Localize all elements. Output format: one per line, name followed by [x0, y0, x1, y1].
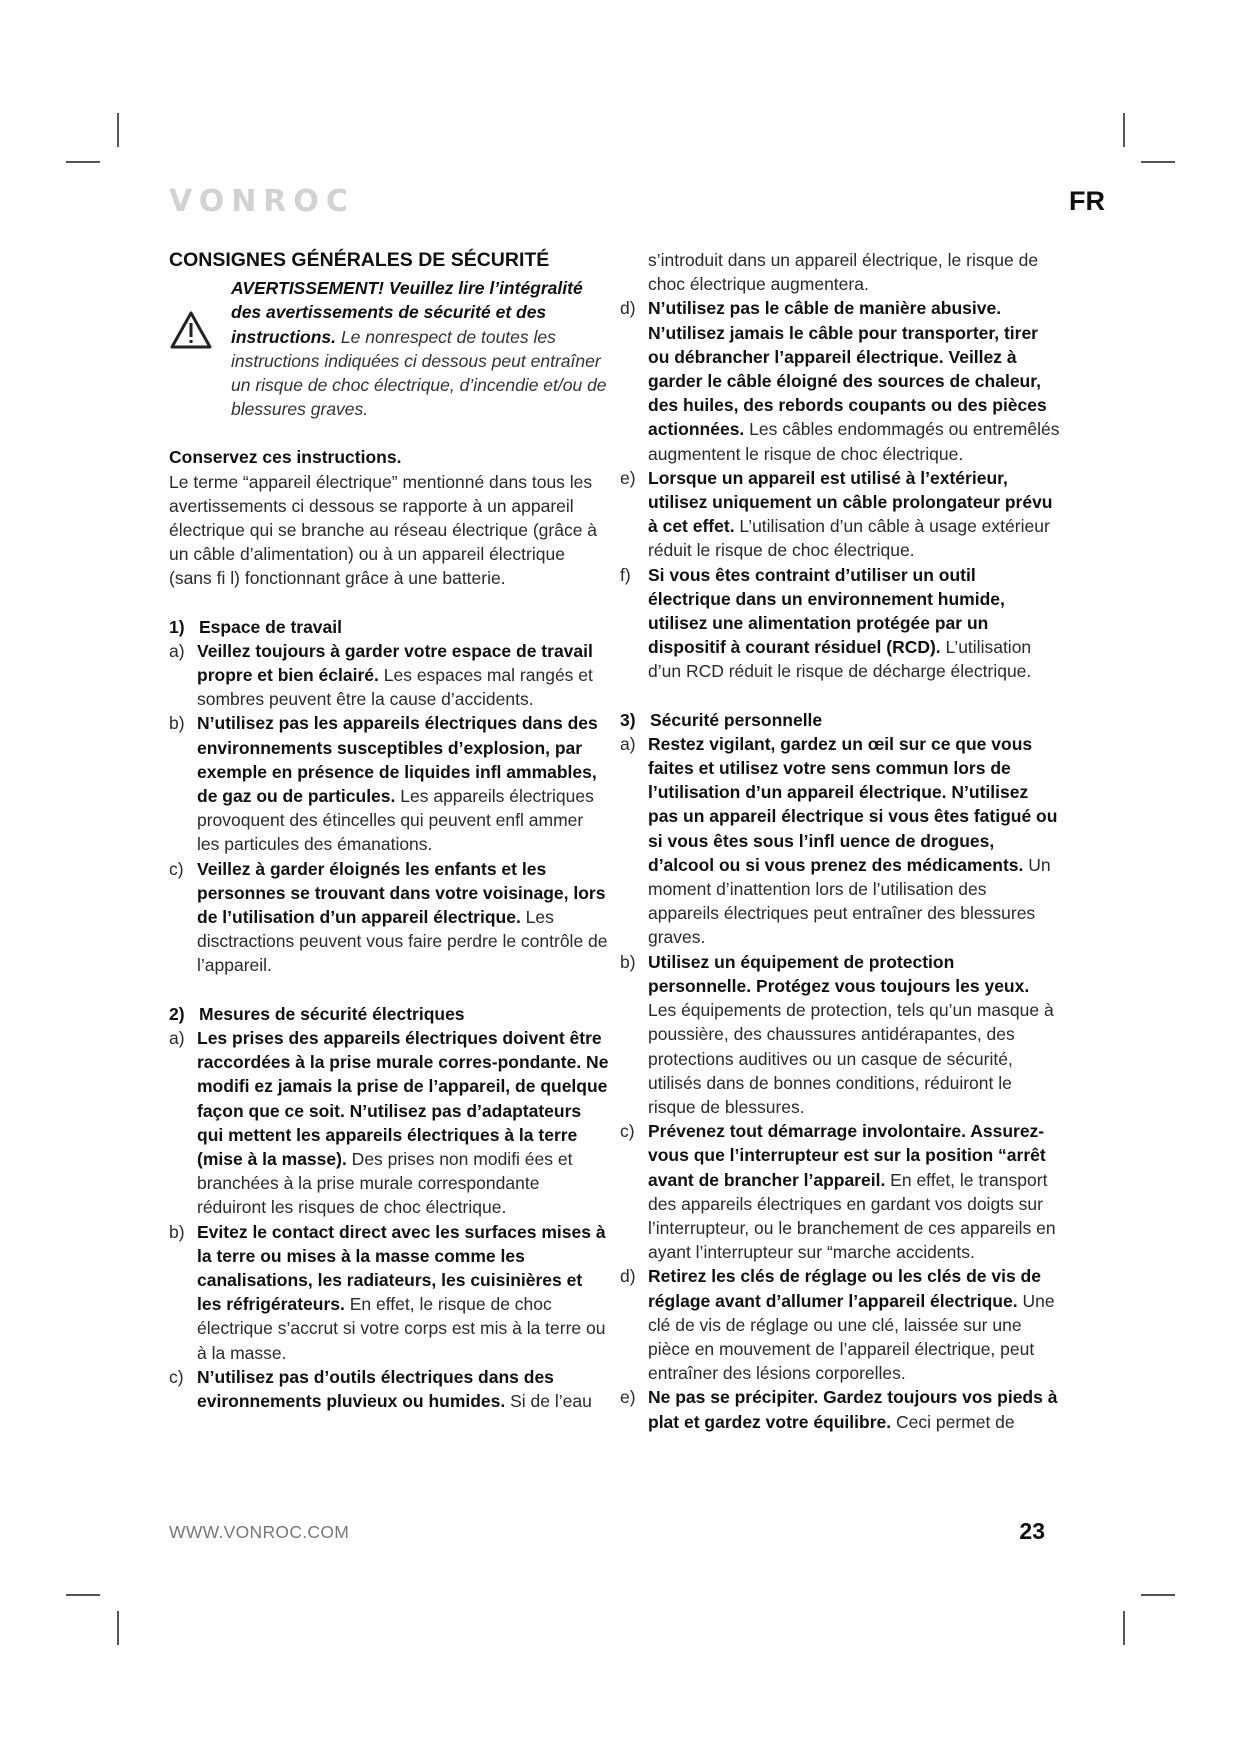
section-title: CONSIGNES GÉNÉRALES DE SÉCURITÉ [169, 249, 550, 271]
warning-bold: AVERTISSEMENT! Veuillez lire l’intégralité des avertissements de sécurité et des instructions. [231, 278, 583, 347]
page-number: 23 [1019, 1518, 1045, 1544]
keep-instructions-title: Conservez ces instructions. [169, 447, 402, 468]
list-item: c) Prévenez tout démarrage involontaire. Assurez-vous que l’interrupteur est sur la position “arrêt avant de brancher l’appareil. En effet, le transport des appareils électriques en gardant vos doigts sur l’interrupteur, ou le branchement de ces appareils en ayant l’interrupteur sur “marche accidents. [620, 1121, 1056, 1263]
crop-mark-bl-v [117, 1611, 119, 1645]
list-item: b) N’utilisez pas les appareils électriques dans des environnements susceptibles d’explosion, par exemple en présence de liquides infl ammables, de gaz ou de particules. Les appareils électriques provoquent des étincelles qui peuvent enfl ammer les particules des émanations. [169, 713, 598, 855]
list-item: a) Les prises des appareils électriques doivent être raccordées à la prise murale corres-pondante. Ne modifi ez jamais la prise de l’appareil, de quelque façon que ce soit. N’utilisez pas d’adaptateurs qui mettent les appareils électriques à la terre (mise à la masse). Des prises non modifi ées et branchées à la prise murale correspondante réduiront les risques de choc électrique. [169, 1027, 609, 1218]
list-item: b) Evitez le contact direct avec les surfaces mises à la terre ou mises à la masse comme les canalisations, les radiateurs, les cuisinières et les réfrigérateurs. En effet, le risque de choc électrique s’accrut si votre corps est mis à la terre ou à la masse. [169, 1221, 606, 1363]
list-item: d) N’utilisez pas le câble de manière abusive. N’utilisez jamais le câble pour transporter, tirer ou débrancher l’appareil électrique. Veillez à garder le câble éloigné des sources de chaleur, des huiles, des rebords coupants ou des pièces actionnées. Les câbles endommagés ou entremêlés augmentent le risque de choc électrique. [620, 298, 1060, 464]
list-item: c) N’utilisez pas d’outils électriques dans des evironnements pluvieux ou humides. Si de l’eau [169, 1366, 592, 1411]
keep-instructions-text: Le terme “appareil électrique” mentionné dans tous les avertissements ci dessous se rapporte à un appareil électrique qui se branche au réseau électrique (grâce à un câble d’alimentation) ou à un appareil électrique (sans fi l) fonctionnant grâce à une batterie. [169, 471, 598, 589]
warning-block [169, 276, 609, 421]
footer-url: WWW.VONROC.COM [169, 1522, 350, 1542]
list-item: a) Veillez toujours à garder votre espace de travail propre et bien éclairé. Les espaces mal rangés et sombres peuvent être la cause d’accidents. [169, 640, 593, 710]
brand-logo: VONROC [169, 184, 355, 219]
section-2-heading: 2) Mesures de sécurité électriques [169, 1003, 465, 1024]
list-item: e) Lorsque un appareil est utilisé à l’extérieur, utilisez uniquement un câble prolongateur prévu à cet effet. L’utilisation d’un câble à usage extérieur réduit le risque de choc électrique. [620, 467, 1053, 561]
crop-mark-br-v [1123, 1611, 1125, 1645]
language-label: FR [1069, 186, 1105, 216]
list-item: a) Restez vigilant, gardez un œil sur ce que vous faites et utilisez votre sens commun lors de l’utilisation d’un appareil électrique. N’utilisez pas un appareil électrique si vous êtes fatigué ou si vous êtes sous l’infl uence de drogues, d’alcool ou si vous prenez des médicaments. Un moment d’inattention lors de l’utilisation des appareils électriques peut entraîner des blessures graves. [620, 733, 1058, 948]
right-column [620, 248, 1060, 1434]
crop-mark-tr-h [1141, 161, 1175, 163]
list-item: f) Si vous êtes contraint d’utiliser un outil électrique dans un environnement humide, utilisez une alimentation protégée par un dispositif à courant résiduel (RCD). L’utilisation d’un RCD réduit le risque de décharge électrique. [620, 564, 1032, 682]
crop-mark-tr-v [1123, 113, 1125, 147]
list-item: d) Retirez les clés de réglage ou les clés de vis de réglage avant d’allumer l’appareil électrique. Une clé de vis de réglage ou une clé, laissée sur une pièce en mouvement de l’appareil électrique, peut entraîner des lésions corporelles. [620, 1266, 1055, 1384]
crop-mark-bl-h [66, 1594, 100, 1596]
warning-body: Le nonrespect de toutes les instructions indiquées ci dessous peut entraîner un risque de choc électrique, d’incendie et/ou de blessures graves. [231, 326, 607, 420]
list-item: c) Veillez à garder éloignés les enfants et les personnes se trouvant dans votre voisinage, lors de l’utilisation d’un appareil électrique. Les disctractions peuvent vous faire perdre le contrôle de l’appareil. [169, 858, 608, 976]
section-3-heading: 3) Sécurité personnelle [620, 709, 823, 730]
crop-mark-tl-v [117, 113, 119, 147]
list-item: e) Ne pas se précipiter. Gardez toujours vos pieds à plat et gardez votre équilibre. Ceci permet de [620, 1387, 1058, 1432]
crop-mark-tl-h [66, 161, 100, 163]
list-item: b) Utilisez un équipement de protection personnelle. Protégez vous toujours les yeux. Les équipements de protection, tels qu’un masque à poussière, des chaussures antidérapantes, des protections auditives ou un casque de sécurité, utilisés dans de bonnes conditions, réduiront le risque de blessures. [620, 951, 1054, 1117]
warning-text [231, 276, 609, 421]
warning-triangle-icon [169, 276, 231, 356]
crop-mark-br-h [1141, 1594, 1175, 1596]
list-item-continued: s’introduit dans un appareil électrique, le risque de choc électrique augmentera. [648, 250, 1039, 295]
section-1-heading: 1) Espace de travail [169, 616, 342, 637]
left-column [169, 248, 609, 1413]
